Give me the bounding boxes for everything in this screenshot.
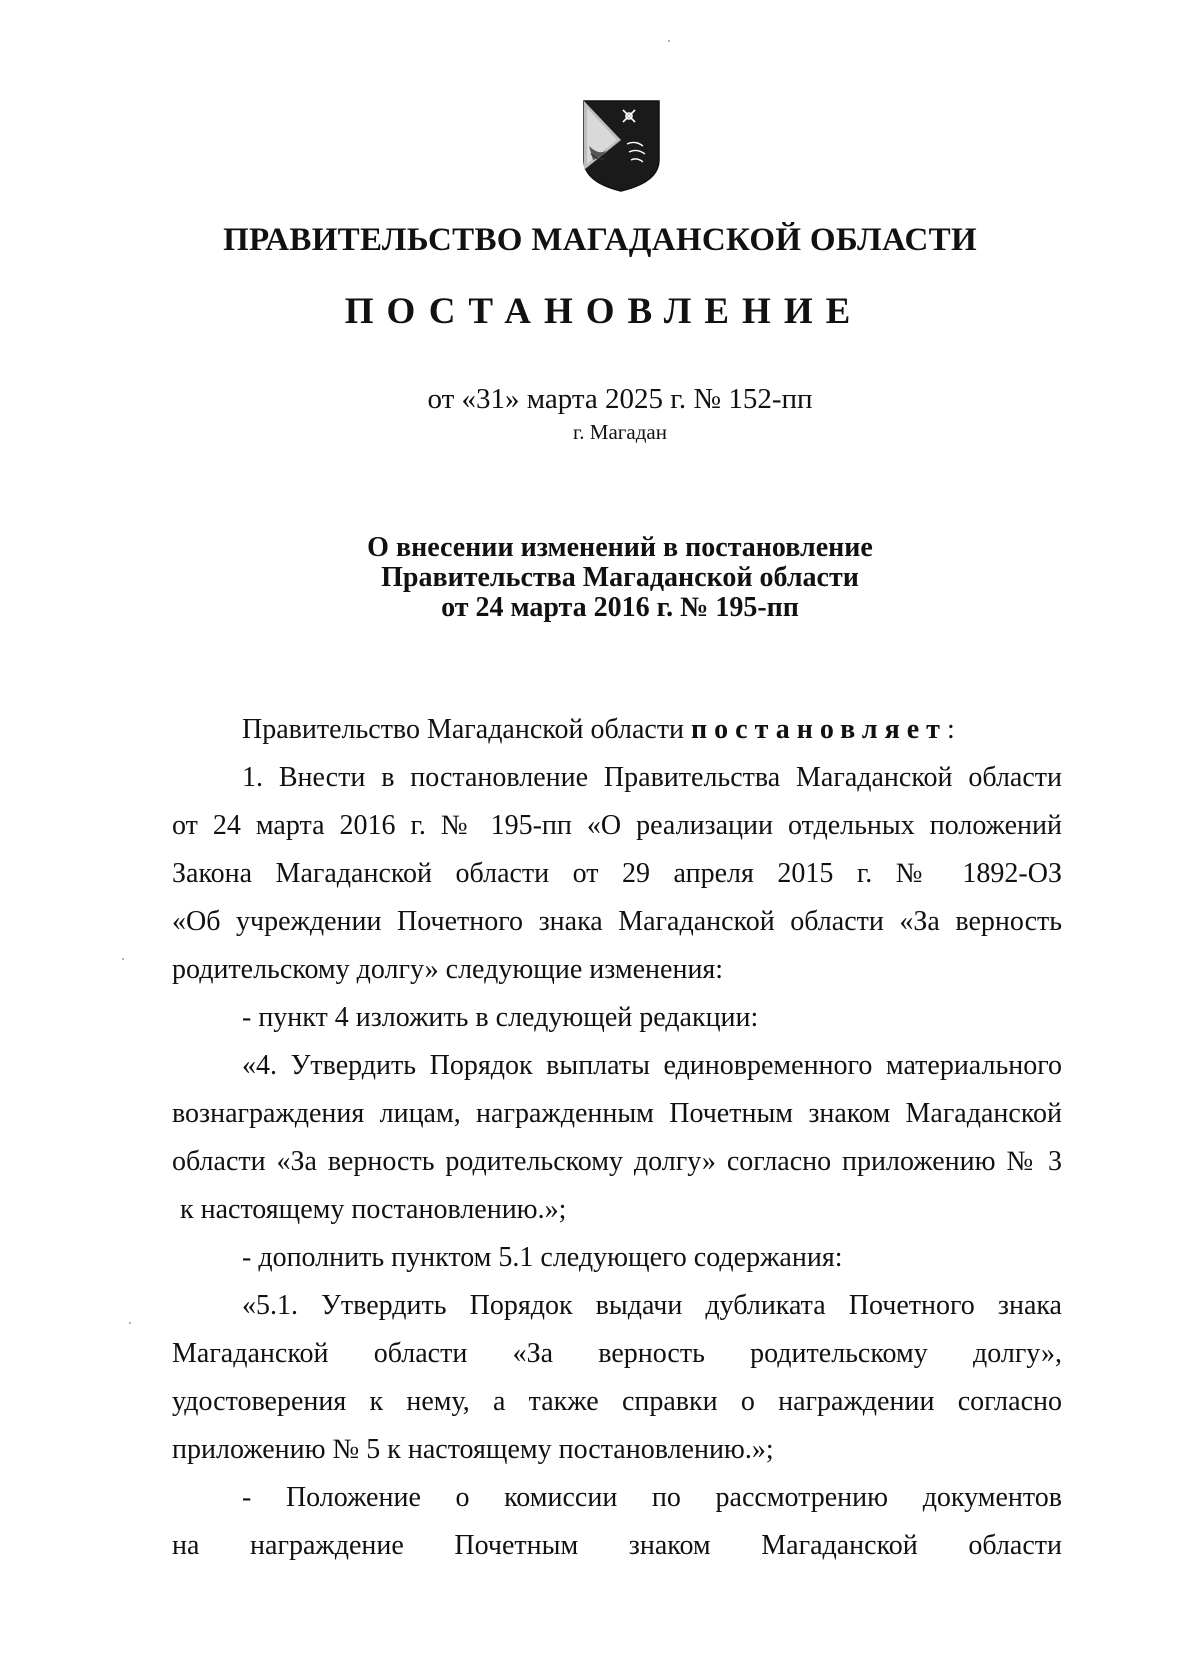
- body-line: к настоящему постановлению.»;: [180, 1194, 567, 1225]
- subject-line: Правительства Магаданской области: [381, 562, 859, 593]
- body-line: - дополнить пунктом 5.1 следующего содержания:: [242, 1242, 843, 1273]
- document-body: [172, 706, 1062, 1570]
- document-subject: [0, 533, 1200, 623]
- body-line: «5.1. Утвердить Порядок выдачи дубликата Почетного знака: [242, 1290, 1062, 1321]
- scan-speck: [668, 40, 670, 42]
- subject-line: от 24 марта 2016 г. № 195-пп: [441, 592, 799, 623]
- body-line: удостоверения к нему, а также справки о награждении согласно: [172, 1386, 1062, 1417]
- scan-speck: [129, 1322, 131, 1324]
- body-line: 1. Внести в постановление Правительства Магаданской области: [242, 762, 1062, 793]
- body-line: - Положение о комиссии по рассмотрению документов: [242, 1482, 1062, 1513]
- document-type: ПОСТАНОВЛЕНИЕ: [344, 291, 864, 332]
- subject-line: О внесении изменений в постановление: [367, 532, 873, 563]
- body-line: от 24 марта 2016 г. № 195-пп «О реализации отдельных положений: [172, 810, 1062, 841]
- preamble-text: Правительство Магаданской области: [242, 714, 692, 745]
- government-name: ПРАВИТЕЛЬСТВО МАГАДАНСКОЙ ОБЛАСТИ: [223, 222, 977, 258]
- body-line: области «За верность родительскому долгу» согласно приложению № 3: [172, 1146, 1062, 1177]
- coat-of-arms-emblem: [583, 100, 660, 192]
- scan-speck: [122, 958, 124, 960]
- preamble-colon: :: [946, 714, 955, 745]
- document-date-number: от «31» марта 2025 г. № 152-пп: [427, 383, 813, 415]
- body-line: Закона Магаданской области от 29 апреля 2015 г. № 1892-ОЗ: [172, 858, 1062, 889]
- body-line: вознаграждения лицам, награжденным Почетным знаком Магаданской: [172, 1098, 1062, 1129]
- body-line: Магаданской области «За верность родительскому долгу»,: [172, 1338, 1062, 1369]
- body-line: - пункт 4 изложить в следующей редакции:: [242, 1002, 759, 1033]
- body-line: приложению № 5 к настоящему постановлению.»;: [172, 1434, 774, 1465]
- body-line: родительскому долгу» следующие изменения:: [172, 954, 724, 985]
- document-city: г. Магадан: [573, 420, 667, 444]
- body-line: на награждение Почетным знаком Магаданской области: [172, 1530, 1062, 1561]
- body-line: «Об учреждении Почетного знака Магаданской области «За верность: [172, 906, 1062, 937]
- preamble-verb: постановляет: [691, 714, 947, 745]
- preamble: [172, 706, 1062, 754]
- body-line: «4. Утвердить Порядок выплаты единовременного материального: [242, 1050, 1062, 1081]
